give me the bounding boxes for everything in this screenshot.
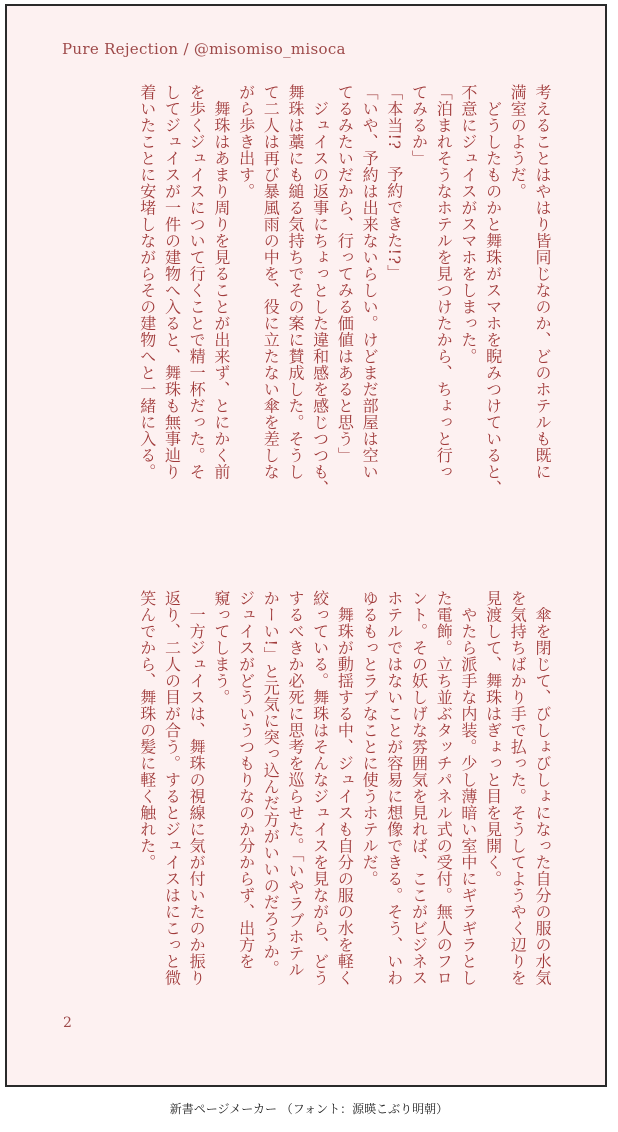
text-line: 「泊まれそうなホテルを見つけたから、ちょっと行っ	[434, 84, 454, 480]
text-line: 「本当!? 予約できた!?」	[384, 84, 404, 282]
text-line: するべきか必死に思考を巡らせた。「いやラブホテル	[285, 590, 305, 978]
text-line: かーい!」と元気に突っ込んだ方がいいのだろうか。	[261, 590, 281, 977]
text-line: 舞珠が動揺する中、ジュイスも自分の服の水を軽く	[335, 590, 355, 986]
text-line: 絞っている。舞珠はそんなジュイスを見ながら、どう	[310, 590, 330, 986]
text-line: ゆるもっとラブなことに使うホテルだ。	[360, 590, 380, 887]
text-line: た電飾。立ち並ぶタッチパネル式の受付。無人のフロ	[434, 590, 454, 986]
text-line: 舞珠はあまり周りを見ることが出来ず、とにかく前	[211, 84, 231, 480]
text-line: 「いや、予約は出来ないらしい。けどまだ部屋は空い	[360, 84, 380, 480]
text-line: 窺ってしまう。	[211, 590, 231, 706]
text-line: を歩くジュイスについて行くことで精一杯だった。そ	[187, 84, 207, 480]
text-line: を気持ちばかり手で払った。そうしてようやく辺りを	[508, 590, 528, 986]
text-line: どうしたものかと舞珠がスマホを睨みつけていると、	[483, 84, 503, 497]
text-line: ント。その妖しげな雰囲気を見れば、ここがビジネス	[409, 590, 429, 986]
text-line: 返り、二人の目が合う。するとジュイスはにこっと微	[162, 590, 182, 986]
book-page	[5, 4, 607, 1087]
text-line: ジュイスの返事にちょっとした違和感を感じつつも、	[310, 84, 330, 497]
text-line: 満室のようだ。	[508, 84, 528, 200]
text-line: ジュイスがどういうつもりなのか分からず、出方を	[236, 590, 256, 970]
text-line: 笑んでから、舞珠の髪に軽く触れた。	[137, 590, 157, 871]
text-line: やたら派手な内装。少し薄暗い室中にギラギラとし	[458, 590, 478, 986]
text-line: てるみたいだから、行ってみる価値はあると思う」	[335, 84, 355, 464]
text-block-bottom	[54, 590, 554, 1010]
text-line: て二人は再び暴風雨の中を、役に立たない傘を差しな	[261, 84, 281, 480]
generator-caption: 新書ページメーカー （フォント：源暎こぶり明朝）	[169, 1102, 449, 1116]
text-line: てみるか」	[409, 84, 429, 167]
text-line: 見渡して、舞珠はぎょっと目を見開く。	[483, 590, 503, 887]
text-line: 考えることはやはり皆同じなのか、どのホテルも既に	[533, 84, 552, 480]
page-number: 2	[63, 1015, 72, 1031]
text-line: がら歩き出す。	[236, 84, 256, 200]
text-line: 一方ジュイスは、舞珠の視線に気が付いたのか振り	[187, 590, 207, 986]
text-line: ホテルではないことが容易に想像できる。そう、いわ	[384, 590, 404, 986]
text-line: 舞珠は藁にも縋る気持ちでその案に賛成した。そうし	[285, 84, 305, 480]
text-line: 傘を閉じて、びしょびしょになった自分の服の水気	[533, 590, 552, 986]
text-line: してジュイスが一件の建物へ入ると、舞珠も無事辿り	[162, 84, 182, 480]
text-line: 不意にジュイスがスマホをしまった。	[458, 84, 478, 365]
text-block-top	[54, 84, 554, 544]
page-header-title: Pure Rejection / @misomiso_misoca	[62, 40, 346, 58]
text-line: 着いたことに安堵しながらその建物へと一緒に入る。	[137, 84, 157, 480]
